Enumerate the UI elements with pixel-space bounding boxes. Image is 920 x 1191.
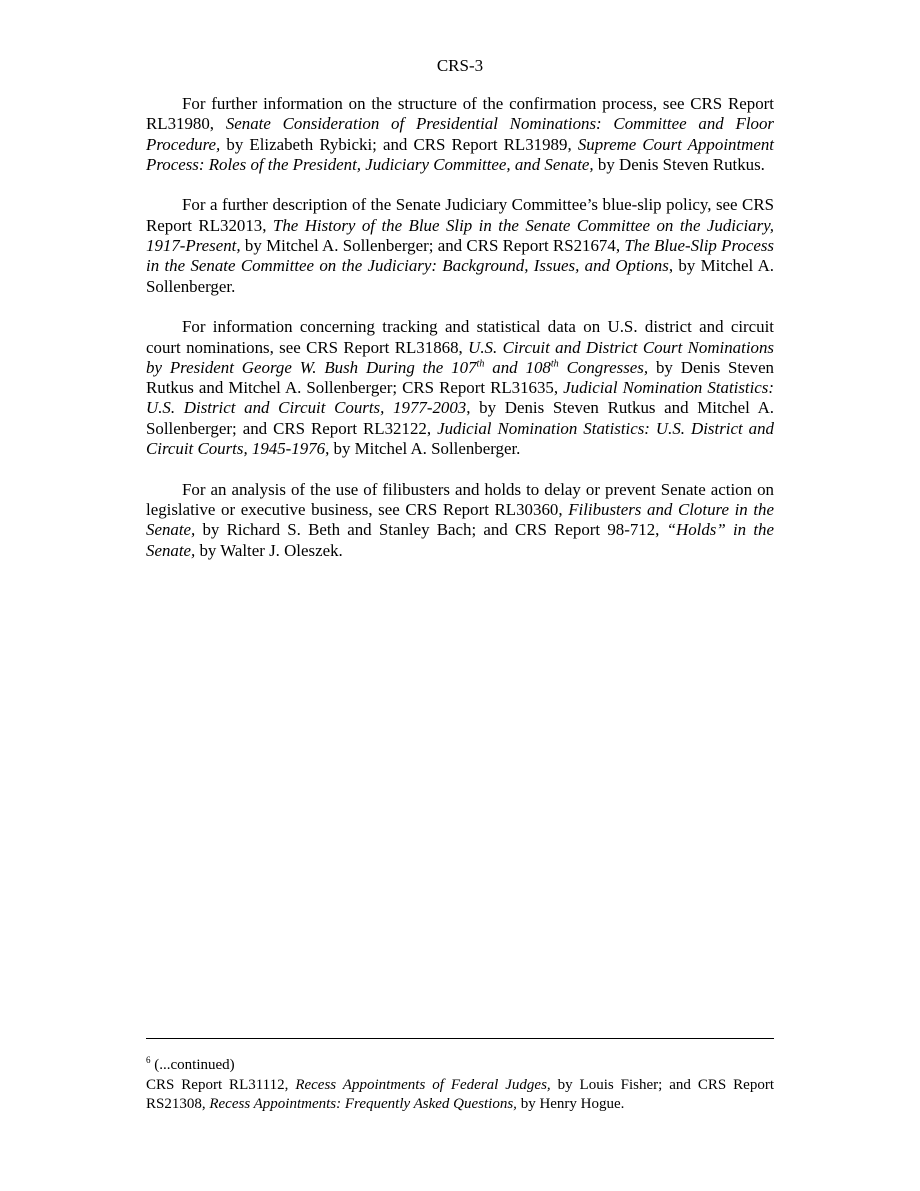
text-run: For further information on the structure of the confirmation process, see CRS Report RL31980,: [146, 94, 774, 134]
footnote-continued-line: [146, 1056, 774, 1076]
report-title: Recess Appointments: Frequently Asked Questions,: [209, 1096, 517, 1112]
text-run: For an analysis of the use of filibusters and holds to delay or prevent Senate action on legislative or executive business, see CRS Report RL30360,: [146, 479, 774, 519]
report-title: “Holds” in the Senate,: [146, 520, 774, 560]
text-run: and 108: [484, 357, 551, 377]
text-run: by Elizabeth Rybicki; and CRS Report RL31989,: [220, 134, 578, 154]
text-run: Congresses,: [558, 357, 649, 377]
footnotes: [146, 1056, 774, 1115]
ordinal-suffix: th: [476, 358, 485, 370]
footnote-divider: [146, 1038, 774, 1039]
ordinal-suffix: th: [550, 358, 559, 370]
report-title: Senate Consideration of Presidential Nominations: Committee and Floor Procedure,: [146, 114, 774, 154]
text-run: U.S. Circuit and District Court Nominations by President George W. Bush During the 107: [146, 337, 774, 377]
paragraph-blue-slip: [146, 195, 774, 296]
text-run: , by Denis Steven Rutkus and Mitchel A. Sollenberger; and CRS Report RL32122,: [146, 398, 775, 438]
text-run: by Henry Hogue.: [516, 1096, 625, 1112]
text-run: by Denis Steven Rutkus and Mitchel A. Sollenberger; CRS Report RL31635,: [146, 357, 775, 398]
text-run: , by Mitchel A. Sollenberger.: [146, 256, 774, 296]
footnote-continued-label: (...continued): [150, 1057, 235, 1073]
footnote-text: [146, 1076, 774, 1115]
text-run: by Louis Fisher; and CRS Report RS21308,: [146, 1076, 774, 1112]
text-run: , by Mitchel A. Sollenberger.: [325, 439, 521, 459]
report-title: Supreme Court Appointment Process: Roles of the President, Judiciary Committee, and Senate,: [146, 134, 774, 174]
text-run: For information concerning tracking and statistical data on U.S. district and circuit court nominations, see CRS Report RL31868,: [146, 317, 774, 357]
footnote-marker: 6: [146, 1055, 151, 1065]
body-text: [146, 94, 774, 561]
text-run: by Richard S. Beth and Stanley Bach; and CRS Report 98-712,: [195, 520, 667, 540]
paragraph-filibusters-holds: [146, 480, 774, 561]
paragraph-nomination-statistics: [146, 317, 774, 459]
report-title: The Blue-Slip Process in the Senate Committee on the Judiciary: Background, Issues, and Options: [146, 236, 775, 276]
report-title: Judicial Nomination Statistics: U.S. District and Circuit Courts, 1945-1976: [146, 418, 775, 459]
text-run: CRS Report RL31112,: [146, 1076, 296, 1093]
report-title: The History of the Blue Slip in the Senate Committee on the Judiciary, 1917-Present,: [146, 215, 774, 256]
text-run: by Mitchel A. Sollenberger; and CRS Report RS21674,: [240, 236, 625, 256]
text-run: by Walter J. Oleszek.: [195, 540, 343, 560]
report-title: Filibusters and Cloture in the Senate,: [146, 499, 774, 540]
text-run: For a further description of the Senate Judiciary Committee’s blue-slip policy, see CRS Report RL32013,: [146, 195, 774, 235]
page-header: CRS-3: [436, 56, 484, 75]
report-title: Recess Appointments of Federal Judges,: [295, 1076, 551, 1093]
paragraph-confirmation-process: [146, 94, 774, 175]
report-title: Judicial Nomination Statistics: U.S. District and Circuit Courts, 1977-2003: [146, 378, 774, 418]
text-run: by Denis Steven Rutkus.: [593, 154, 765, 174]
